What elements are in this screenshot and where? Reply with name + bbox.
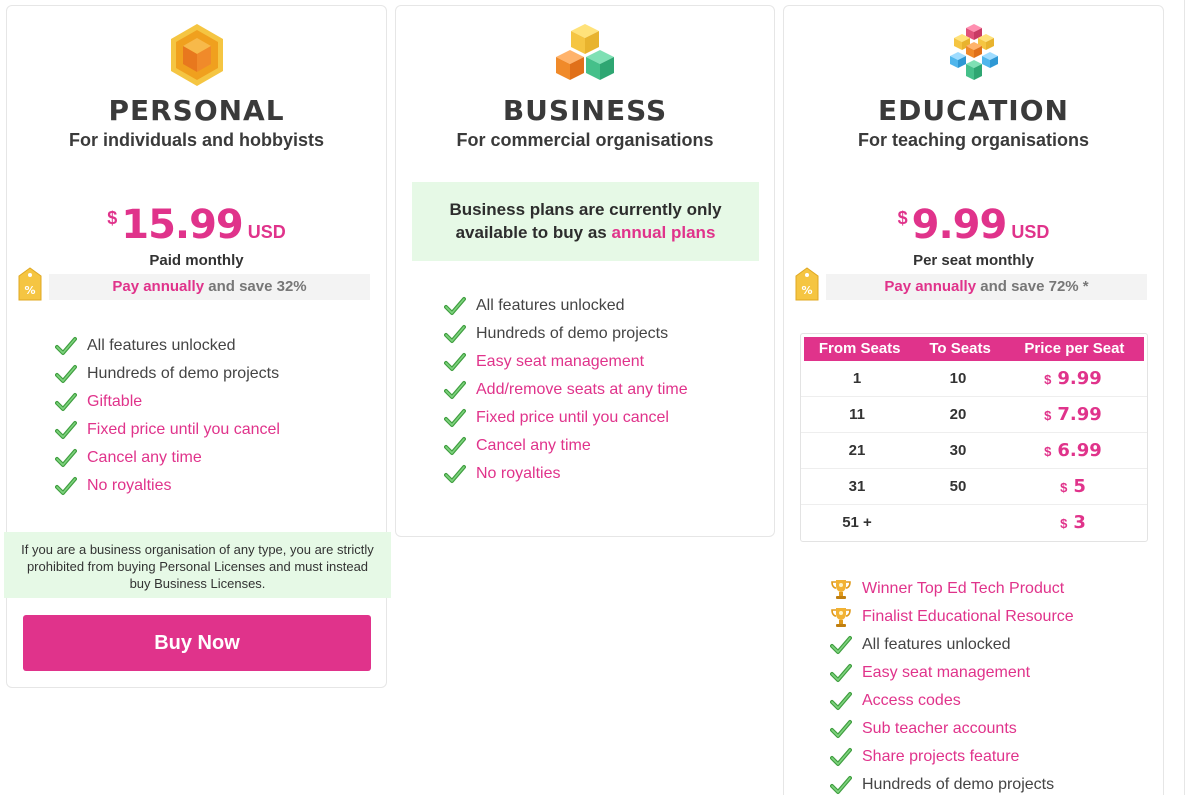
column-header: From Seats: [818, 340, 901, 357]
percent-tag-icon: [13, 264, 47, 304]
feature-link[interactable]: Fixed price until you cancel: [87, 421, 280, 438]
feature-link[interactable]: Easy seat management: [476, 353, 645, 370]
plan-subtitle: For teaching organisations: [857, 130, 1090, 150]
price-currency: $: [1060, 516, 1068, 531]
feature-list: [55, 332, 280, 500]
from-seats-cell: 11: [849, 406, 865, 423]
list-item: [830, 659, 1074, 687]
list-item: [830, 715, 1074, 743]
price-cell: [1003, 433, 1143, 468]
stacked-cubes-icon: [396, 22, 774, 90]
check-icon: [830, 690, 852, 712]
pay-annually-link[interactable]: Pay annually: [884, 278, 977, 295]
pay-annually-link[interactable]: Pay annually: [112, 278, 205, 295]
price-unit: USD: [1011, 222, 1050, 242]
plan-subtitle: For commercial organisations: [456, 130, 714, 150]
list-item: [55, 472, 280, 500]
price-cell: [1003, 469, 1143, 504]
plan-card-personal: [6, 5, 387, 688]
check-icon: [55, 391, 77, 413]
list-item: [830, 743, 1074, 771]
list-item: [444, 460, 688, 488]
list-item: [55, 444, 280, 472]
annual-savings-text: and save 72% *: [976, 278, 1089, 295]
check-icon: [55, 363, 77, 385]
list-item: [55, 332, 280, 360]
table-row: [801, 469, 1147, 505]
check-icon: [55, 335, 77, 357]
list-item: [444, 432, 688, 460]
check-icon: [830, 662, 852, 684]
check-icon: [444, 463, 466, 485]
price-amount: 9.99: [911, 202, 1007, 248]
list-item: [444, 320, 688, 348]
to-seats-cell: 30: [949, 442, 967, 459]
price-currency: $: [1060, 480, 1068, 495]
list-item: [444, 404, 688, 432]
price-value: 9.99: [1057, 368, 1102, 389]
list-item: [444, 292, 688, 320]
table-row: [801, 397, 1147, 433]
price-cell: [1003, 505, 1143, 541]
check-icon: [830, 774, 852, 795]
table-row: [801, 361, 1147, 397]
check-icon: [444, 295, 466, 317]
feature-link[interactable]: Add/remove seats at any time: [476, 381, 688, 398]
table-header: [804, 337, 1144, 361]
price-unit: USD: [247, 222, 286, 242]
plan-subtitle: For individuals and hobbyists: [68, 130, 325, 150]
check-icon: [444, 351, 466, 373]
feature-link[interactable]: No royalties: [476, 465, 561, 482]
feature-link[interactable]: Sub teacher accounts: [862, 720, 1017, 737]
billing-period: Paid monthly: [149, 252, 244, 269]
award-link[interactable]: Finalist Educational Resource: [862, 608, 1074, 625]
feature-label: All features unlocked: [476, 297, 625, 314]
check-icon: [444, 323, 466, 345]
list-item: [444, 376, 688, 404]
list-item: [830, 575, 1074, 603]
price-currency: $: [897, 208, 908, 228]
buy-now-button[interactable]: Buy Now: [23, 615, 371, 671]
plan-title: EDUCATION: [878, 94, 1069, 127]
price-cell: [1003, 397, 1143, 432]
table-row: [801, 433, 1147, 469]
column-header: To Seats: [929, 340, 991, 357]
annual-offer: [49, 274, 370, 300]
price-value: 6.99: [1057, 440, 1102, 461]
to-seats-cell: 20: [949, 406, 967, 423]
list-item: [444, 348, 688, 376]
seat-pricing-table: [800, 333, 1148, 542]
feature-label: All features unlocked: [862, 636, 1011, 653]
business-warning: If you are a business organisation of any type, you are strictly prohibited from buying Personal Licenses and must instead buy Business Licenses.: [4, 532, 391, 598]
list-item: [830, 687, 1074, 715]
check-icon: [830, 746, 852, 768]
check-icon: [444, 407, 466, 429]
plan-title: BUSINESS: [502, 94, 668, 127]
feature-label: Hundreds of demo projects: [862, 776, 1055, 793]
check-icon: [444, 435, 466, 457]
notice-text: available to buy as: [455, 223, 612, 242]
billing-period: Per seat monthly: [913, 252, 1034, 269]
cube-cluster-icon: [784, 22, 1163, 90]
hexagon-cube-icon: [7, 22, 386, 90]
check-icon: [55, 447, 77, 469]
check-icon: [830, 634, 852, 656]
price-cell: [1003, 361, 1143, 396]
price-currency: $: [1044, 444, 1052, 459]
trophy-icon: [830, 606, 852, 628]
check-icon: [444, 379, 466, 401]
from-seats-cell: 31: [848, 478, 866, 495]
price-value: 3: [1073, 512, 1086, 533]
feature-list: [444, 292, 688, 488]
plan-card-business: [395, 5, 775, 537]
list-item: [830, 771, 1074, 795]
feature-link[interactable]: Cancel any time: [476, 437, 591, 454]
plan-title: PERSONAL: [108, 94, 285, 127]
list-item: [55, 416, 280, 444]
price-value: 5: [1073, 476, 1086, 497]
annual-plans-link[interactable]: annual plans: [611, 223, 716, 242]
award-link[interactable]: Winner Top Ed Tech Product: [862, 580, 1065, 597]
price-value: 7.99: [1057, 404, 1102, 425]
trophy-icon: [830, 578, 852, 600]
from-seats-cell: 1: [852, 370, 862, 387]
feature-link[interactable]: Giftable: [87, 393, 143, 410]
percent-tag-icon: [790, 264, 824, 304]
column-header: Price per Seat: [1024, 340, 1125, 357]
list-item: [830, 603, 1074, 631]
feature-label: Hundreds of demo projects: [87, 365, 280, 382]
feature-link[interactable]: Easy seat management: [862, 664, 1031, 681]
from-seats-cell: 21: [848, 442, 866, 459]
annual-only-notice: [412, 182, 759, 261]
price-currency: $: [1044, 372, 1052, 387]
price-display: [784, 202, 1163, 248]
feature-link[interactable]: Share projects feature: [862, 748, 1020, 765]
from-seats-cell: 51 +: [842, 514, 872, 531]
feature-link[interactable]: Fixed price until you cancel: [476, 409, 669, 426]
price-display: [7, 202, 386, 248]
check-icon: [55, 419, 77, 441]
feature-list: [830, 575, 1074, 795]
list-item: [830, 631, 1074, 659]
page-edge-divider: [1184, 0, 1185, 795]
to-seats-cell: 50: [949, 478, 967, 495]
price-currency: $: [107, 208, 118, 228]
annual-savings-text: and save 32%: [204, 278, 307, 295]
table-row: [801, 505, 1147, 541]
price-amount: 15.99: [121, 202, 243, 248]
price-currency: $: [1044, 408, 1052, 423]
to-seats-cell: 10: [949, 370, 967, 387]
feature-link[interactable]: No royalties: [87, 477, 172, 494]
feature-label: Hundreds of demo projects: [476, 325, 669, 342]
list-item: [55, 388, 280, 416]
list-item: [55, 360, 280, 388]
notice-line: Business plans are currently only: [449, 200, 722, 219]
feature-link[interactable]: Cancel any time: [87, 449, 202, 466]
check-icon: [55, 475, 77, 497]
notice-line-2: [412, 221, 759, 244]
feature-label: All features unlocked: [87, 337, 236, 354]
check-icon: [830, 718, 852, 740]
plan-card-education: [783, 5, 1164, 795]
annual-offer: [826, 274, 1147, 300]
feature-link[interactable]: Access codes: [862, 692, 961, 709]
to-seats-cell: [913, 505, 1003, 541]
